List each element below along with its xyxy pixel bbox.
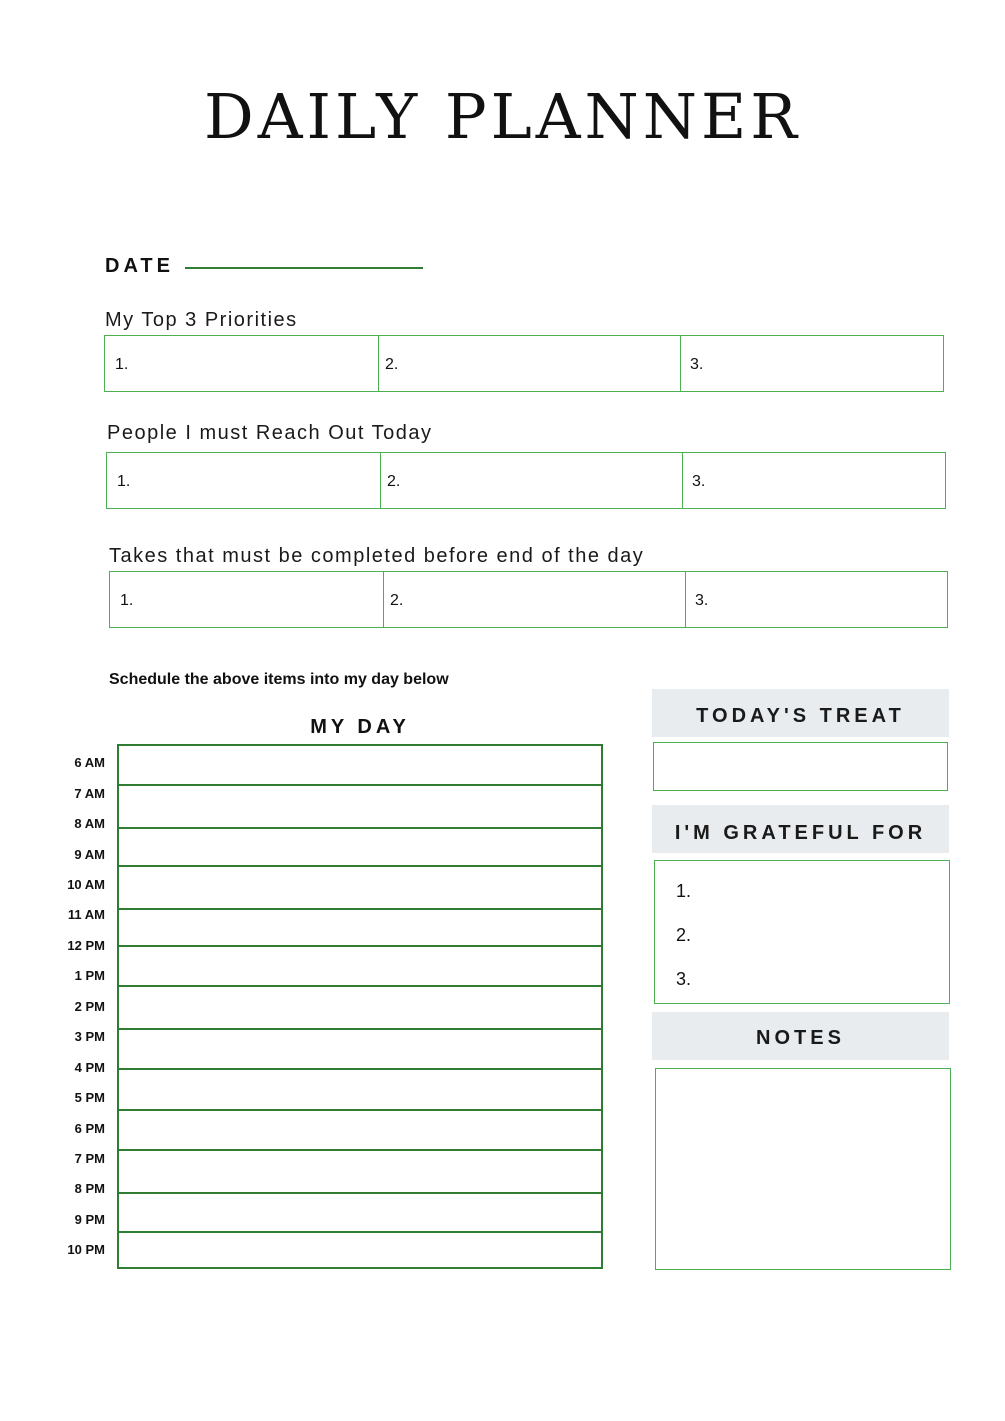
time-label: 3 PM (74, 1029, 105, 1044)
time-label: 9 AM (74, 847, 105, 862)
time-label: 2 PM (74, 999, 105, 1014)
grateful-box[interactable] (654, 860, 950, 1004)
grateful-item-1: 1. (676, 881, 692, 901)
tasks-label: Takes that must be completed before end of the day (109, 545, 645, 567)
my-day-grid[interactable] (117, 744, 603, 1269)
hour-line (117, 945, 603, 947)
people-cell-2[interactable]: 2. (381, 453, 683, 508)
grateful-header: I'M GRATEFUL FOR (652, 805, 949, 853)
hour-line (117, 1192, 603, 1194)
time-label: 7 PM (74, 1151, 105, 1166)
priority-cell-2[interactable]: 2. (379, 336, 681, 391)
people-label: People I must Reach Out Today (107, 422, 433, 444)
task-cell-2[interactable]: 2. (384, 572, 686, 627)
time-label: 8 AM (74, 816, 105, 831)
tasks-row (109, 571, 948, 628)
people-row (106, 452, 946, 509)
time-label: 9 PM (74, 1212, 105, 1227)
time-label: 11 AM (67, 907, 105, 922)
time-label: 6 PM (74, 1121, 105, 1136)
hour-line (117, 1231, 603, 1233)
time-label: 10 PM (67, 1242, 105, 1257)
treat-header: TODAY'S TREAT (652, 689, 949, 737)
time-label: 7 AM (74, 786, 105, 801)
priorities-label: My Top 3 Priorities (105, 309, 298, 331)
time-label: 4 PM (74, 1060, 105, 1075)
schedule-note: Schedule the above items into my day below (109, 671, 449, 688)
page-title: DAILY PLANNER (204, 80, 801, 153)
task-cell-3[interactable]: 3. (695, 592, 709, 609)
hour-line (117, 908, 603, 910)
time-label: 12 PM (67, 938, 105, 953)
priority-cell-3[interactable]: 3. (690, 356, 704, 373)
hour-line (117, 1109, 603, 1111)
grateful-item-2: 2. (676, 925, 692, 945)
date-label: DATE (105, 255, 174, 277)
hour-line (117, 827, 603, 829)
time-label: 5 PM (74, 1090, 105, 1105)
task-cell-1[interactable]: 1. (110, 572, 384, 627)
time-label: 1 PM (74, 968, 105, 983)
my-day-title: MY DAY (310, 716, 410, 738)
notes-header: NOTES (652, 1012, 949, 1060)
people-cell-1[interactable]: 1. (107, 453, 381, 508)
date-field-line[interactable] (185, 267, 423, 269)
notes-box[interactable] (655, 1068, 951, 1270)
hour-line (117, 784, 603, 786)
hour-line (117, 1068, 603, 1070)
hour-line (117, 865, 603, 867)
hour-line (117, 985, 603, 987)
people-cell-3[interactable]: 3. (692, 473, 706, 490)
time-label: 6 AM (74, 755, 105, 770)
grateful-item-3: 3. (676, 969, 692, 989)
time-label: 8 PM (74, 1181, 105, 1196)
hour-line (117, 1028, 603, 1030)
time-label: 10 AM (67, 877, 105, 892)
priorities-row (104, 335, 944, 392)
priority-cell-1[interactable]: 1. (105, 336, 379, 391)
hour-line (117, 1149, 603, 1151)
treat-box[interactable] (653, 742, 948, 791)
